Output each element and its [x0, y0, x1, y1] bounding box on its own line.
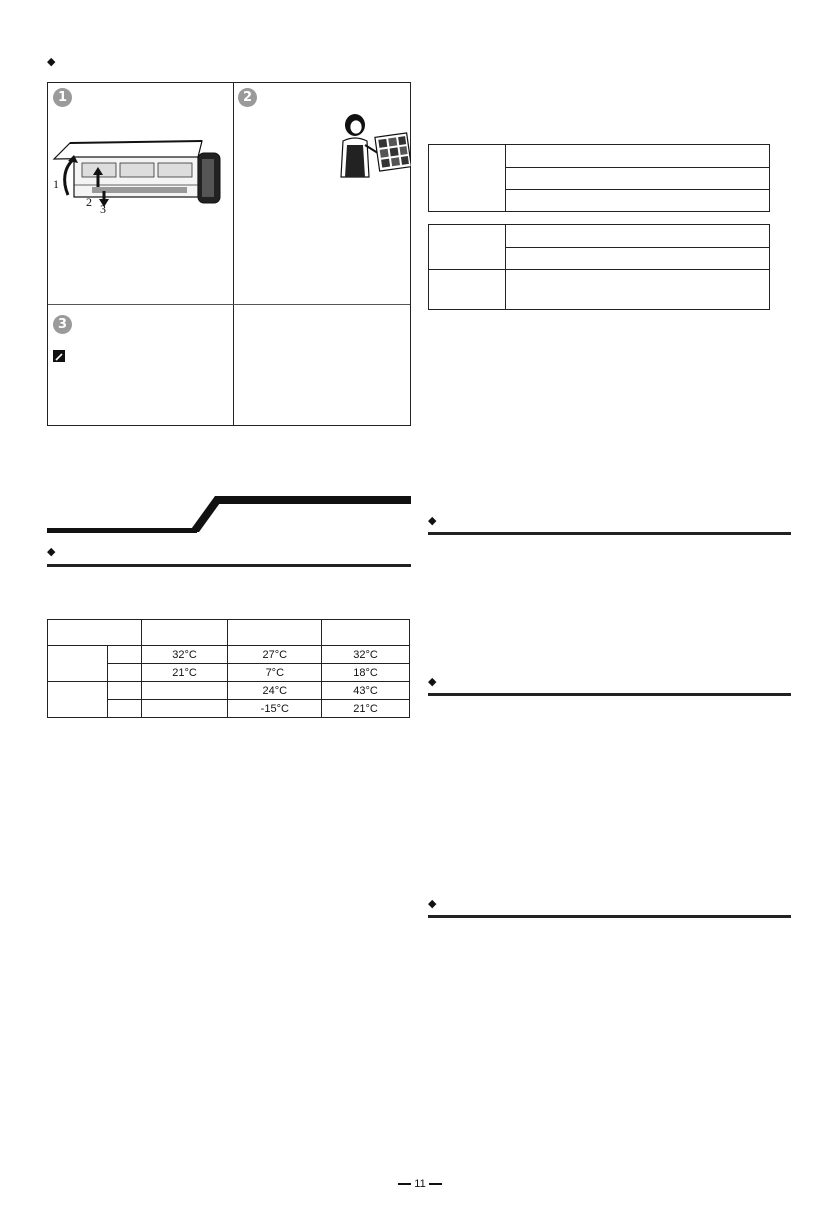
table-cell: 32°C — [141, 646, 228, 664]
table-cell: 18°C — [322, 664, 410, 682]
table-cell: 43°C — [322, 682, 410, 700]
bullet-diamond: ◆ — [428, 676, 437, 688]
spec-row-label — [429, 270, 506, 310]
step-1-label-3: 3 — [100, 202, 106, 216]
table-cell: 21°C — [141, 664, 228, 682]
spec-cell — [506, 190, 770, 212]
table-header-cell — [228, 620, 322, 646]
page-number-dash-right — [429, 1183, 442, 1185]
spec-row-label — [429, 145, 506, 212]
table-cell — [107, 646, 141, 664]
bullet-diamond: ◆ — [428, 515, 437, 527]
section-rule — [428, 532, 791, 535]
spec-cell — [506, 145, 770, 168]
bullet-diamond: ◆ — [47, 56, 56, 68]
spec-cell — [506, 248, 770, 270]
step-1-label-2: 2 — [86, 195, 92, 209]
table-cell: 27°C — [228, 646, 322, 664]
page-number-container — [392, 1176, 448, 1192]
table-cell: 21°C — [322, 700, 410, 718]
table-row-group-label — [48, 682, 108, 718]
section-rule — [47, 564, 411, 567]
table-cell — [141, 682, 228, 700]
woman-holding-filter-illustration — [333, 111, 411, 181]
spec-cell — [506, 225, 770, 248]
spec-cell — [506, 270, 770, 310]
table-header-cell — [141, 620, 228, 646]
table-cell: 32°C — [322, 646, 410, 664]
air-conditioner-open-panel-illustration — [52, 133, 227, 213]
page-number-dash-left — [398, 1183, 411, 1185]
section-heading-bar — [47, 494, 411, 536]
table-cell: 7°C — [228, 664, 322, 682]
table-cell — [107, 700, 141, 718]
table-cell — [107, 682, 141, 700]
table-cell: -15°C — [228, 700, 322, 718]
bullet-diamond: ◆ — [428, 898, 437, 910]
step-3-number: 3 — [53, 315, 72, 334]
spec-row-label — [429, 225, 506, 270]
spec-table-1 — [428, 144, 770, 212]
note-pencil-icon — [53, 350, 65, 362]
table-row-group-label — [48, 646, 108, 682]
steps-panel — [47, 82, 411, 426]
operating-temperature-table — [47, 619, 410, 718]
step-1-label-1: 1 — [53, 177, 59, 191]
table-cell — [141, 700, 228, 718]
section-rule — [428, 693, 791, 696]
panel-divider-horizontal — [48, 304, 410, 305]
step-2-number: 2 — [238, 88, 257, 107]
panel-divider-vertical — [233, 83, 234, 425]
spec-table-2 — [428, 224, 770, 310]
section-rule — [428, 915, 791, 918]
bullet-diamond: ◆ — [47, 546, 56, 558]
table-cell — [107, 664, 141, 682]
table-cell: 24°C — [228, 682, 322, 700]
step-1-number: 1 — [53, 88, 72, 107]
page-number: 11 — [414, 1178, 426, 1190]
table-header-cell — [322, 620, 410, 646]
table-header-cell — [48, 620, 142, 646]
spec-cell — [506, 168, 770, 190]
